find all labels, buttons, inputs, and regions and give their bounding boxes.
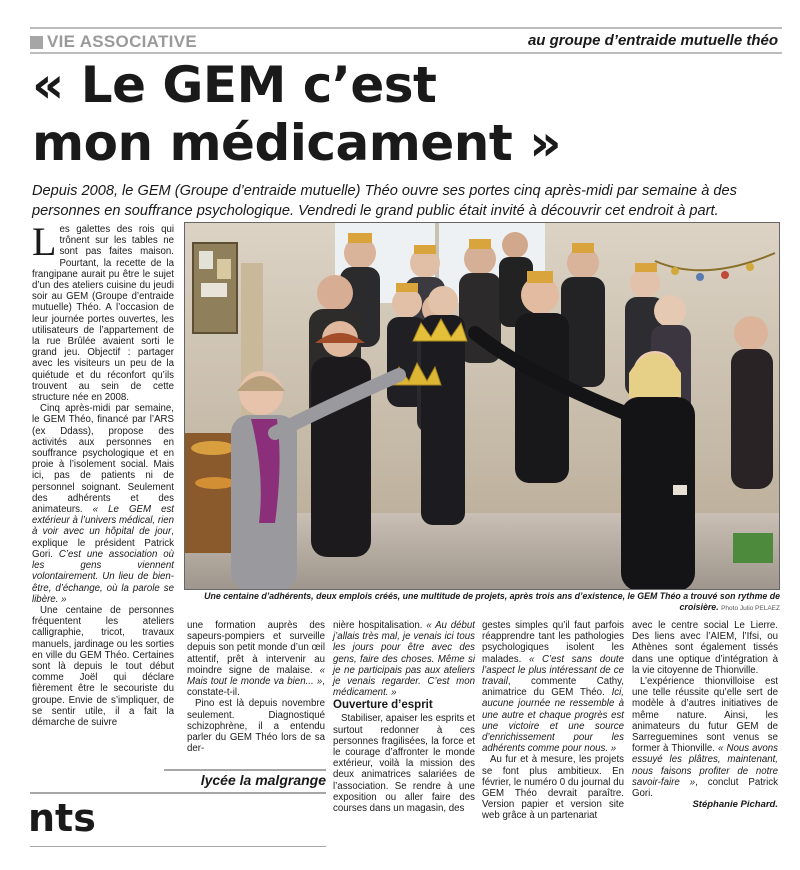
article-column-3 <box>333 620 475 814</box>
paragraph <box>482 754 624 821</box>
headline-line-2: mon médicament » <box>32 114 561 172</box>
quote: C’est une association où les gens viennent volontairement. Un lieu de bien-être, d’échange, où la parole se libère. » <box>32 548 174 605</box>
paragraph-text: avec le centre social Le Lierre. Des liens avec l’AIEM, l’Ifsi, ou Athènes sont également tissés dans une optique d’intégration à la vie citoyenne de Thionville. <box>632 620 778 676</box>
other-article-headline: nts <box>28 796 96 840</box>
paragraph <box>32 403 174 605</box>
quote: « Nous avons essuyé les plâtres, maintenant, nous faisons profiter de notre savoir-faire » <box>632 743 778 788</box>
photo-caption <box>190 591 780 614</box>
paragraph <box>482 620 624 754</box>
section-rubric <box>30 32 197 52</box>
quote: « Mais tout le monde va bien... » <box>187 664 325 688</box>
other-article-kicker: lycée la malgrange <box>200 772 326 788</box>
article-column-5 <box>632 620 778 810</box>
standfirst: Depuis 2008, le GEM (Groupe d’entraide mutuelle) Théo ouvre ses portes cinq après-midi par semaine à des personnes en souffrance psychologique. Vendredi le grand public était invité à découvrir cet endroit à part. <box>32 183 737 219</box>
article-kicker: au groupe d’entraide mutuelle théo <box>527 32 778 49</box>
paragraph-text: Stabiliser, apaiser les esprits et surtout redonner à ces personnes fragilisées, la force et le courage d’affronter le monde extérieur, voilà la mission des deux animatrices salariées de l’association. Se rendre à une exposition ou aller faire des courses dans un magasin, des <box>333 713 475 815</box>
paragraph-text: , commente Cathy, animatrice du GEM Théo. <box>482 676 624 699</box>
rubric-square <box>30 36 43 49</box>
group-photo <box>184 222 780 590</box>
article-column-1 <box>32 219 174 728</box>
paragraph <box>187 698 325 754</box>
paragraph-text: gestes simples qu’il faut parfois réapprendre tant les pathologies psychologiques isolent les malades. <box>482 620 624 665</box>
paragraph <box>333 620 475 698</box>
paragraph-text: L’expérience thionvilloise est une telle réussite qu’elle sert de modèle à d’autres initiatives de même nature. Ainsi, les animateurs du futur GEM de Sarreguemines sont venus se former à Thionville. <box>632 676 778 755</box>
paragraph <box>187 620 325 698</box>
other-article-rule <box>164 769 326 771</box>
photo-illustration <box>185 223 780 590</box>
sub-rule <box>30 52 782 54</box>
quote: « Au début j’allais très mal, je venais ici tous les jours pour être avec des gens, faire des choses. Même si je ne participais pas aux ateliers je venais regarder. C’est mon médicament. » <box>333 620 475 699</box>
quote: « Le GEM est extérieur à l’univers médical, rien à voir avec un hôpital de jour <box>32 504 174 538</box>
paragraph-text: Pino est là depuis novembre seulement. Diagnostiqué schizophrène, il a entendu parler du GEM Théo lors de sa der- <box>187 698 325 755</box>
paragraph-text: , explique le président Patrick Gori. <box>32 526 174 560</box>
paragraph <box>32 219 174 404</box>
paragraph-text: nière hospitalisation. <box>333 620 427 631</box>
paragraph <box>32 605 174 728</box>
headline <box>32 56 782 172</box>
paragraph <box>333 713 475 814</box>
paragraph-text: Cinq après-midi par semaine, le GEM Théo, financé par l’ARS (ex Ddass), propose des activités aux personnes en souffrance psychologique et en proie à l’isolement social. Mais ici, pas de patients ni de personnel soignant. Seulement des adhérents et des animateurs. <box>32 403 174 516</box>
caption-text: Une centaine d’adhérents, deux emplois créés, une multitude de projets, après trois ans d’existence, le GEM Théo a trouvé son rythme de croisière. <box>204 591 780 612</box>
article-column-2 <box>187 620 325 754</box>
section-label: VIE ASSOCIATIVE <box>47 32 197 51</box>
paragraph-text: , conclut Patrick Gori. <box>632 776 778 800</box>
paragraph-text: Une centaine de personnes fréquentent les ateliers calligraphie, tricot, travaux manuels, jardinage ou les sorties en ville du GEM Théo. Certaines sont là depuis le tout début comme Joël qui déclare fièrement être le secouriste du groupe. Envie de s’impliquer, de se sentir utile, il a fait la démarche de suivre <box>32 604 174 728</box>
paragraph-text: une formation auprès des sapeurs-pompiers et surveille depuis son petit monde d’un œil attentif, prêt à intervenir au moindre signe de malaise. <box>187 620 325 676</box>
paragraph-text: , constate-t-il. <box>187 676 325 699</box>
other-article-rule <box>30 846 326 847</box>
paragraph-text: es galettes des rois qui trônent sur les tables ne sont pas faites maison. Pourtant, la recette de la frangipane aurait pu être le sujet d’un des ateliers cuisine du jeudi soir au GEM (Groupe d’entraide mutuelle) Théo. A l’occasion de leur journée portes ouvertes, les utilisateurs de l’appartement de la rue Brûlée avaient sorti le grand jeu. Objectif : partager avec les visiteurs un peu de la quiétude et du réconfort qu’ils trouvent au sein de cette structure née en 2008. <box>32 224 174 404</box>
paragraph-text: Au fur et à mesure, les projets se font plus ambitieux. En février, le numéro 0 du journal du GEM Théo devrait paraître. Version papier et version site web grâce à un partenariat <box>482 754 624 822</box>
top-rule <box>30 27 782 29</box>
article-column-4 <box>482 620 624 822</box>
paragraph <box>632 676 778 799</box>
quote: Ici, aucune journée ne ressemble à une autre et chaque progrès est une victoire et une source d’enrichissement pour les adhérents comme pour nous. » <box>482 687 624 755</box>
drop-cap: L <box>32 219 57 264</box>
paragraph <box>632 620 778 676</box>
headline-line-1: « Le GEM c’est <box>32 56 437 114</box>
photo-credit: Photo Julio PELAEZ <box>721 605 780 612</box>
other-article-rule <box>30 792 326 794</box>
author-signature: Stéphanie Pichard. <box>692 799 778 811</box>
subheading: Ouverture d’esprit <box>333 699 433 712</box>
quote: « C’est sans doute l’aspect le plus intéressant de ce travail <box>482 653 624 688</box>
